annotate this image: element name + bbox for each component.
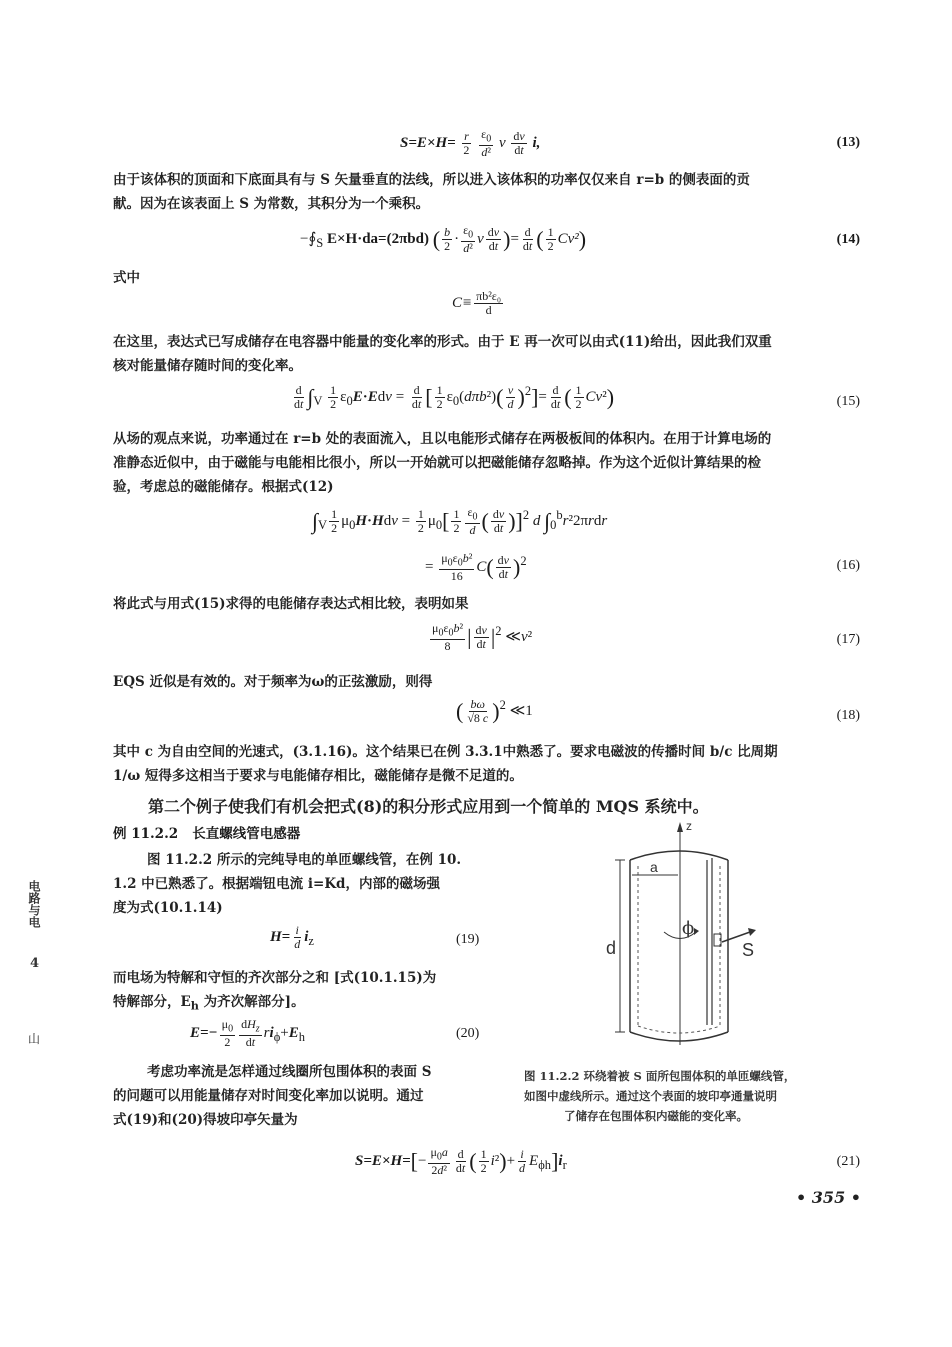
paragraph: 由于该体积的顶面和下底面具有与 S 矢量垂直的法线，所以进入该体积的功率仅仅来自 r=b 的侧表面的贡 献。因为在该表面上 S 为常数，其积分为一个乘积。 [113,172,750,212]
equation-number: (13) [836,135,860,150]
label-d: d [606,938,617,958]
equation-16-line1: $\int_V$ $\frac{1}{2}$ $\mu_0H\cdot Hdv$ = $\frac{1}{2}$ $\mu_0$[ $\frac{1}{2}$ $\frac{\varepsilon_0}{d}$ ( $\frac{dv}{dt}$ )]$^2$ d $\int_0^br^22\pi rdr$ [312,505,608,538]
solenoid-figure [600,820,800,1050]
dashed-surface-bottom [638,1026,720,1033]
label-a: a [650,859,658,875]
paragraph: 其中 c 为自由空间的光速式，(3.1.16)。这个结果已在例 3.3.1中熟悉了。要求电磁波的传播时间 b/c 比周期 1/ω 短得多这相当于要求与电能储存相比，磁能储存是微不足道的。 [113,744,778,784]
equation-number: (14) [836,232,860,247]
intro-paragraph: 第二个例子使我们有机会把式(8)的积分形式应用到一个简单的 MQS 系统中。 [148,797,709,816]
equation-number: (21) [836,1154,860,1169]
equation-19: H= $\frac{i}{d}$ $i_z$ [270,923,314,951]
page-number: • 355 • [796,1188,861,1207]
z-axis-arrow [677,822,683,832]
margin-mark: 电路与电 [27,880,41,928]
cylinder-top-arc [630,851,728,860]
label-s: S [742,940,755,960]
paragraph: 将此式与用式(15)求得的电能储存表达式相比较，表明如果 [113,596,469,612]
margin-mark: 山 [28,1032,41,1046]
margin-mark: 4 [30,956,40,971]
equation-number: (15) [836,394,860,409]
equation-number: (20) [456,1026,480,1041]
equation-18: ( $\frac{b\omega}{√8 c}$ )$^2$ ≪1 [456,697,533,726]
label-phi: ϕ [682,918,695,939]
equation-number: (16) [836,558,860,573]
paragraph: 在这里，表达式已写成储存在电容器中能量的变化率的形式。由于 E 再一次可以由式(11)给出，因此我们双重 核对能量储存随时间的变化率。 [113,334,772,374]
label-z: z [686,820,692,833]
equation-number: (18) [836,708,860,723]
equation-13: S=E×H= $\frac{r}{2}$ $\frac{\varepsilon_0}{\text{d²}}$ v $\frac{dv}{dt}$ i, [400,127,541,160]
equation-20: E=− $\frac{\mu_0}{2}$ $\frac{dH_z}{dt}$ $ri_\phi+E_h$ [190,1017,306,1050]
paragraph: 而电场为特解和守恒的齐次部分之和 [式(10.1.15)为 特解部分，$E_h$ 为齐次解部分]。 [113,970,437,1013]
equation-14: $-∮_S$ E×H·da=(2πbd) ( $\frac{b}{2}$ · $\frac{\varepsilon_0}{\text{d²}}$ v $\frac{dv}{dt}$ )= $\frac{d}{dt}$ ( $\frac{1}{2}$ Cv²) [300,223,587,256]
paragraph: EQS 近似是有效的。对于频率为ω的正弦激励，则得 [113,674,433,690]
equation-21: S=E×H=[− $\frac{\mu_0a}{\text{2d²}}$ $\frac{d}{dt}$ ( $\frac{1}{2}$ i²)+ $\frac{i}{d}$ $E_{\phi h}]i_r$ [355,1145,567,1178]
shizhong-label: 式中 [113,270,140,286]
equation-15: $\frac{d}{dt}$ $\int_V$ $\frac{1}{2}$ $\varepsilon_0E\cdot Edv$ = $\frac{d}{dt}$ [ $\frac{1}{2}$ $\varepsilon_0(d\pi b^2)$( $\frac{v}{d}$ )$^2$]= $\frac{d}{dt}$ ( $\frac{1}{2}$ Cv²) [294,383,615,412]
figure-caption: 图 11.2.2 环绕着被 S 面所包围体积的单匝螺线管， 如图中虚线所示。通过这个表面的坡印亭通量说明 了储存在包围体积内磁能的变化率。 [524,1069,796,1123]
paragraph: 考虑功率流是怎样通过线圈所包围体积的表面 S 的问题可以用能量储存对时间变化率加以说明。通过 式(19)和(20)得坡印亭矢量为 [113,1064,432,1128]
cylinder-bottom-arc [630,1032,728,1041]
equation-number: (17) [836,632,860,647]
paragraph: 从场的观点来说，功率通过在 r=b 处的表面流入，且以电能形式储存在两极板间的体积内。在用于计算电场的 准静态近似中，由于磁能与电能相比很小，所以一开始就可以把磁能储存忽略掉。作为这个近似计算结果的检 验，考虑总的磁能储存。根据式(12) [113,431,772,495]
equation-number: (19) [456,932,480,947]
equation-17: $\frac{\mu_0\varepsilon_0b^2}{8}$ | $\frac{dv}{dt}$ $|^2$ ≪v² [432,621,533,654]
paragraph: 图 11.2.2 所示的完纯导电的单匝螺线管，在例 10. 1.2 中已熟悉了。根据端钮电流 i=Kd，内部的磁场强 度为式(10.1.14) [113,852,462,916]
equation-16-line2: = $\frac{\mu_0\varepsilon_0b^2}{16}$ C( $\frac{dv}{dt}$ )$^2$ [425,551,527,584]
example-heading: 例 11.2.2 长直螺线管电感器 [113,826,301,842]
equation-C: C≡ $\frac{\text{πb²ε₀}}{d}$ [452,289,502,317]
